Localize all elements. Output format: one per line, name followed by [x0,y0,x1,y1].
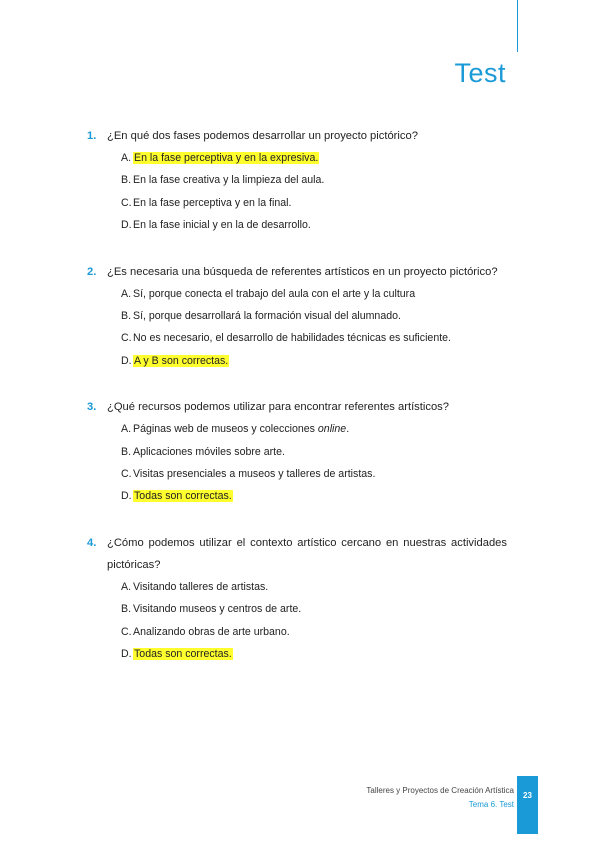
italic-term: online [317,423,347,436]
option-text: Visitas presenciales a museos y talleres de artistas. [133,468,376,481]
option-text: En la fase creativa y la limpieza del aula. [133,174,325,187]
option-text: No es necesario, el desarrollo de habilidades técnicas es suficiente. [133,332,451,345]
question-stem [87,261,507,283]
question-number: 1. [87,130,97,142]
option-text: Analizando obras de arte urbano. [133,625,290,638]
option-text: Aplicaciones móviles sobre arte. [133,445,285,458]
option-text: Visitando talleres de artistas. [133,580,269,593]
option-letter: B. [121,445,132,458]
option-text: Páginas web de museos y colecciones online. [133,423,350,436]
question-text: ¿Cómo podemos utilizar el contexto artístico cercano en nuestras actividades pictóricas? [107,536,507,571]
question-4 [87,532,507,666]
question-list [87,125,507,690]
question-text: ¿Es necesaria una búsqueda de referentes artísticos en un proyecto pictórico? [107,265,498,278]
header-divider-line [517,0,518,52]
page-title: Test [454,58,506,88]
option-letter: D. [121,354,132,367]
option-list [121,418,507,508]
question-stem [87,396,507,418]
footer-topic: Tema 6. Test [468,800,514,809]
option-c [121,192,507,214]
option-letter: B. [121,603,132,616]
option-a [121,576,507,598]
option-d [121,350,507,372]
option-letter: D. [121,648,132,661]
option-text: Visitando museos y centros de arte. [133,603,302,616]
option-letter: C. [121,625,132,638]
option-c [121,621,507,643]
question-number: 3. [87,401,97,414]
option-b [121,169,507,191]
option-b [121,305,507,327]
option-d [121,214,507,236]
correct-answer-highlight: Todas son correctas. [134,490,232,503]
question-stem [87,125,507,147]
option-text: Sí, porque desarrollará la formación visual del alumnado. [133,310,401,323]
question-1 [87,125,507,237]
option-list [121,283,507,373]
option-a [121,283,507,305]
correct-answer-highlight: En la fase perceptiva y en la expresiva. [134,152,319,164]
question-text: ¿En qué dos fases podemos desarrollar un proyecto pictórico? [107,130,418,142]
option-a [121,147,507,169]
question-text: ¿Qué recursos podemos utilizar para encontrar referentes artísticos? [107,401,449,414]
page-number-tab [517,776,538,834]
question-number: 2. [87,265,97,278]
option-letter: A. [121,423,132,436]
option-text: En la fase inicial y en la de desarrollo. [133,219,311,232]
option-letter: A. [121,287,132,300]
question-number: 4. [87,536,97,549]
option-text: En la fase perceptiva y en la final. [133,196,292,209]
correct-answer-highlight: A y B son correctas. [134,354,229,367]
option-b [121,441,507,463]
option-letter: C. [121,468,132,481]
option-letter: C. [121,196,132,209]
option-b [121,598,507,620]
option-list [121,576,507,666]
option-text: Sí, porque conecta el trabajo del aula con el arte y la cultura [133,287,416,300]
option-d [121,643,507,665]
option-letter: A. [121,152,132,164]
option-letter: D. [121,490,132,503]
footer [366,784,514,812]
option-c [121,463,507,485]
option-letter: D. [121,219,132,232]
option-a [121,418,507,440]
question-2 [87,261,507,373]
question-3 [87,396,507,508]
option-c [121,327,507,349]
correct-answer-highlight: Todas son correctas. [134,648,232,661]
option-list [121,147,507,237]
question-stem [87,532,507,576]
option-d [121,485,507,507]
option-letter: C. [121,332,132,345]
page-number: 23 [523,791,532,800]
option-letter: B. [121,310,132,323]
footer-book-title: Talleres y Proyectos de Creación Artística [366,786,514,795]
option-letter: A. [121,580,132,593]
option-letter: B. [121,174,132,187]
